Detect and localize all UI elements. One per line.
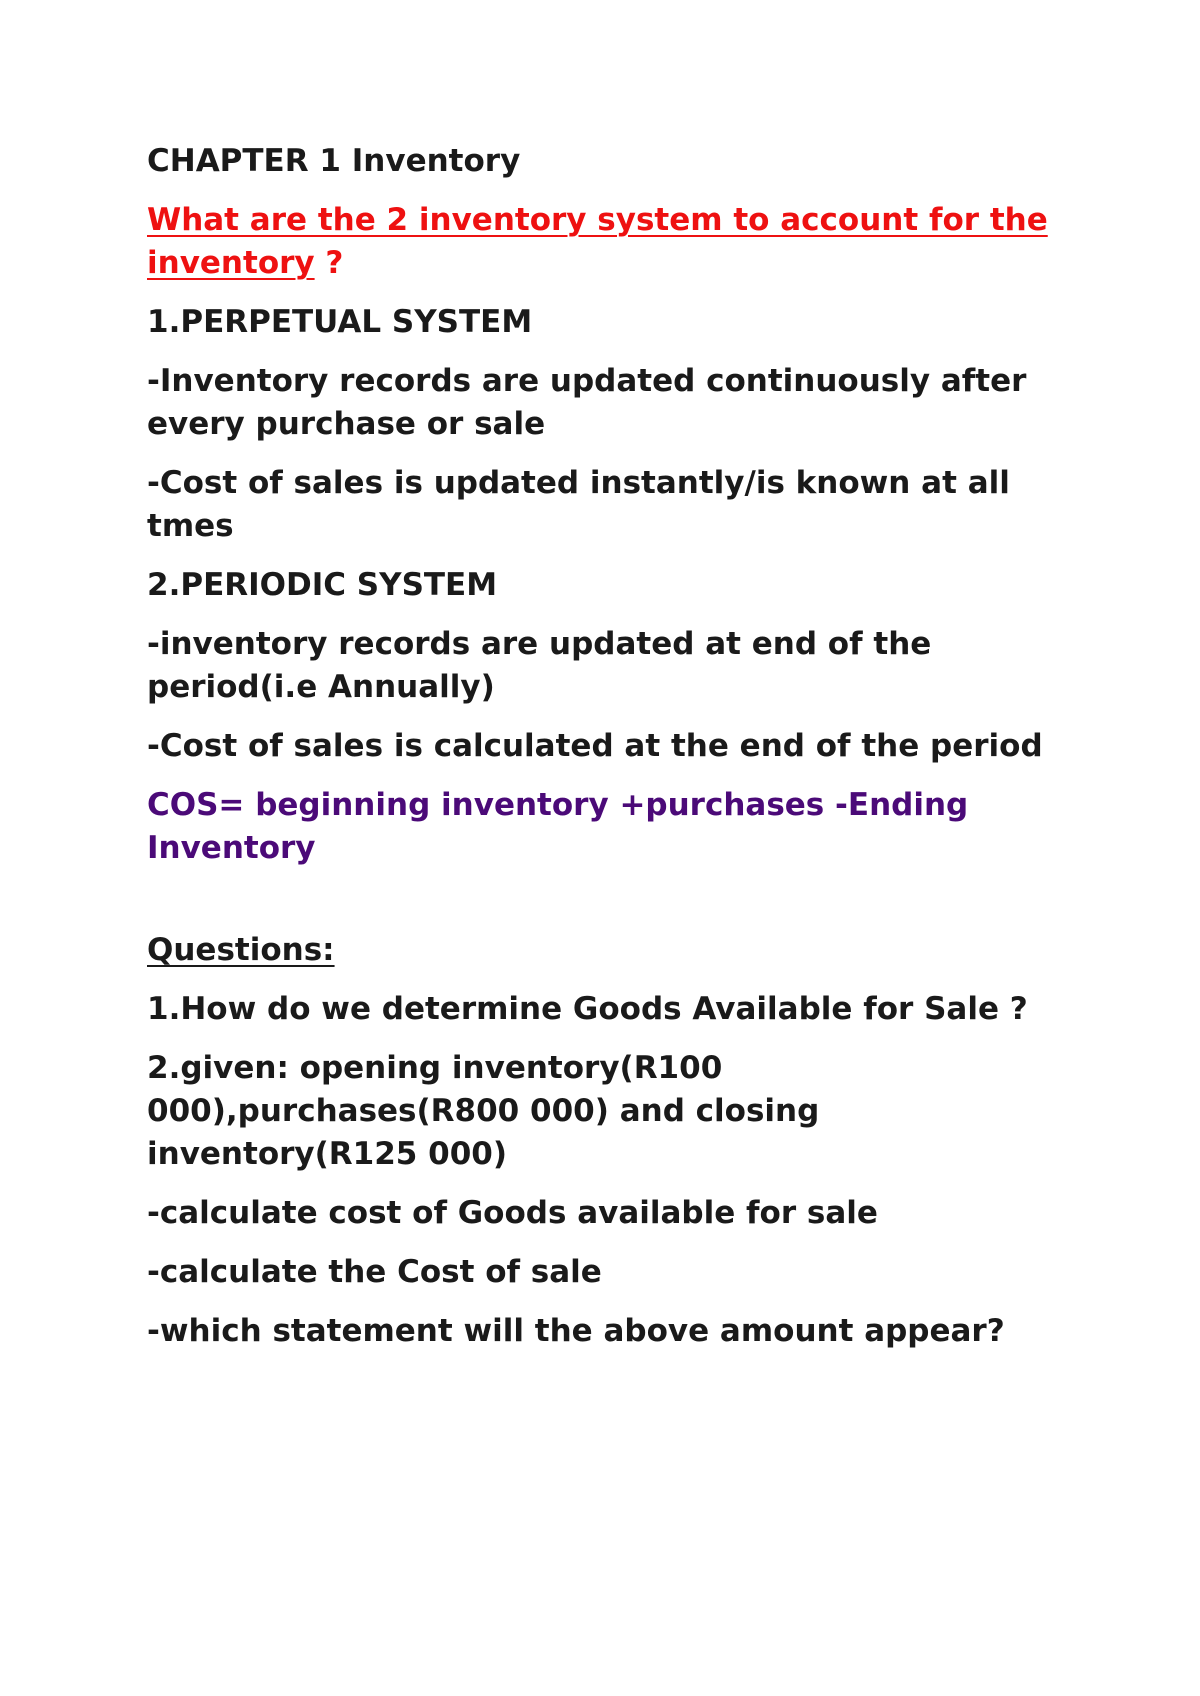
questions-heading: Questions: bbox=[147, 932, 335, 968]
cos-formula: COS= beginning inventory +purchases -Ending Inventory bbox=[147, 787, 969, 866]
question-2a: -calculate cost of Goods available for sale bbox=[147, 1195, 878, 1231]
question-2c: -which statement will the above amount appear? bbox=[147, 1313, 1005, 1349]
perpetual-heading: 1.PERPETUAL SYSTEM bbox=[147, 304, 533, 340]
chapter-title: CHAPTER 1 Inventory bbox=[147, 143, 521, 179]
main-question-text: What are the 2 inventory system to account for the inventory bbox=[147, 202, 1048, 281]
periodic-heading: 2.PERIODIC SYSTEM bbox=[147, 567, 498, 603]
periodic-point-1: -inventory records are updated at end of the period(i.e Annually) bbox=[147, 626, 932, 705]
question-2b: -calculate the Cost of sale bbox=[147, 1254, 602, 1290]
question-2: 2.given: opening inventory(R100 000),purchases(R800 000) and closing inventory(R125 000) bbox=[147, 1050, 820, 1172]
blank-line bbox=[147, 886, 1067, 929]
main-question-mark: ? bbox=[314, 245, 344, 281]
document-page bbox=[147, 140, 1067, 1369]
periodic-point-2: -Cost of sales is calculated at the end of the period bbox=[147, 728, 1043, 764]
perpetual-point-2: -Cost of sales is updated instantly/is known at all tmes bbox=[147, 465, 1010, 544]
question-1: 1.How do we determine Goods Available for Sale ? bbox=[147, 991, 1028, 1027]
main-question bbox=[147, 199, 1067, 285]
perpetual-point-1: -Inventory records are updated continuously after every purchase or sale bbox=[147, 363, 1027, 442]
